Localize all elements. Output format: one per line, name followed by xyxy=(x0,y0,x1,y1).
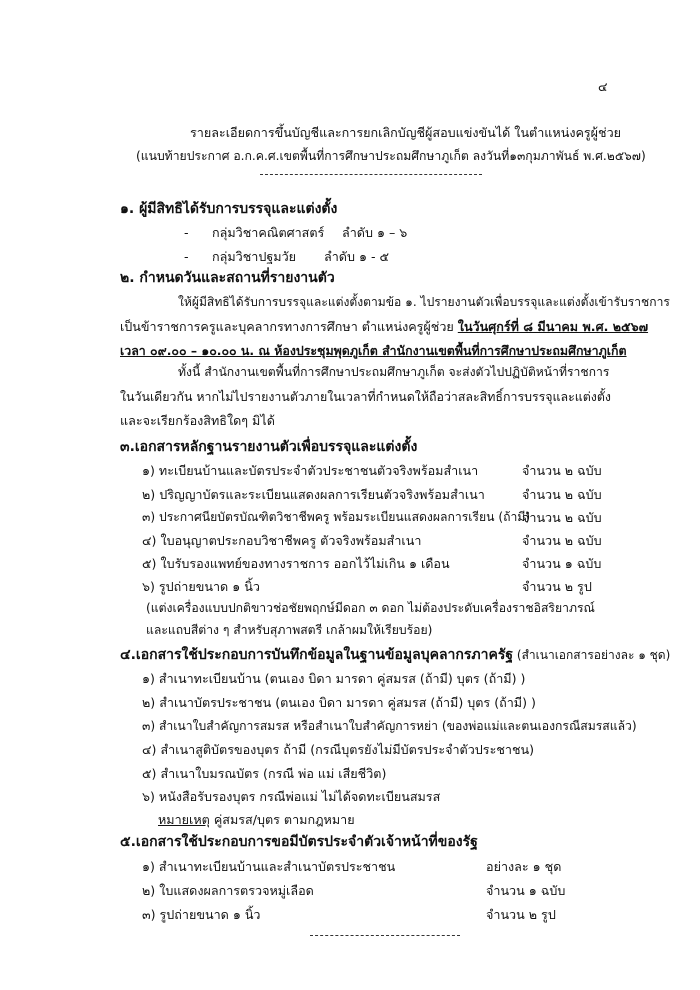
section3-note: และแถบสีต่าง ๆ สำหรับสุภาพสตรี เกล้าผมให้เรียบร้อย) xyxy=(146,623,433,637)
section5-item: ๒) ใบแสดงผลการตรวจหมู่เลือด xyxy=(142,883,314,898)
section5-item: ๑) สำเนาทะเบียนบ้านและสำเนาบัตรประชาชน xyxy=(142,859,396,874)
report-date: ในวันศุกร์ที่ ๘ มีนาคม พ.ศ. ๒๕๖๗ xyxy=(457,319,649,334)
section2-heading: ๒. กำหนดวันและสถานที่รายงานตัว xyxy=(120,270,335,286)
section2-paragraph-line: ให้ผู้มีสิทธิได้รับการบรรจุและแต่งตั้งตามข้อ ๑. ไปรายงานตัวเพื่อบรรจุและแต่งตั้งเข้ารับราชการ xyxy=(178,295,670,309)
section4-item: ๖) หนังสือรับรองบุตร กรณีพ่อแม่ ไม่ได้จดทะเบียนสมรส xyxy=(142,789,441,804)
section3-note: (แต่งเครื่องแบบปกติขาวช่อชัยพฤกษ์มีดอก ๓ ดอก ไม่ต้องประดับเครื่องราชอิสริยาภรณ์ xyxy=(146,601,595,615)
section4-heading-title: ๔.เอกสารใช้ประกอบการบันทึกข้อมูลในฐานข้อมูลบุคลากรภาครัฐ xyxy=(120,647,514,663)
section3-item: ๓) ประกาศนียบัตรบัณฑิตวิชาชีพครู พร้อมระเบียนแสดงผลการเรียน (ถ้ามี) xyxy=(142,510,531,524)
section4-item: ๕) สำเนาใบมรณบัตร (กรณี พ่อ แม่ เสียชีวิต) xyxy=(142,766,387,781)
section1-item-subject: กลุ่มวิชาคณิตศาสตร์ xyxy=(212,225,325,240)
section1-item-subject: กลุ่มวิชาปฐมวัย xyxy=(212,249,297,264)
section3-item-qty: จำนวน ๒ ฉบับ xyxy=(522,487,602,502)
section3-item-qty: จำนวน ๒ ฉบับ xyxy=(522,533,602,548)
section1-item-order: ลำดับ ๑ – ๖ xyxy=(342,225,408,240)
section5-item-qty: จำนวน ๒ รูป xyxy=(486,907,556,922)
section2-paragraph-line: ในวันเดียวกัน หากไม่ไปรายงานตัวภายในเวลาที่กำหนดให้ถือว่าสละสิทธิ์การบรรจุและแต่งตั้ง xyxy=(120,389,611,404)
section2-paragraph-line: ทั้งนี้ สำนักงานเขตพื้นที่การศึกษาประถมศึกษาภูเก็ต จะส่งตัวไปปฏิบัติหน้าที่ราชการ xyxy=(178,365,610,379)
section1-heading: ๑. ผู้มีสิทธิได้รับการบรรจุและแต่งตั้ง xyxy=(120,201,338,217)
section5-item-qty: อย่างละ ๑ ชุด xyxy=(486,859,562,874)
section3-item-qty: จำนวน ๒ ฉบับ xyxy=(522,463,602,478)
section4-heading-suffix: (สำเนาเอกสารอย่างละ ๑ ชุด) xyxy=(513,648,671,662)
section4-item: ๓) สำเนาใบสำคัญการสมรส หรือสำเนาใบสำคัญการหย่า (ของพ่อแม่และตนเองกรณีสมรสแล้ว) xyxy=(142,719,637,733)
remark-text: คู่สมรส/บุตร ตามกฎหมาย xyxy=(209,812,355,827)
page-number: ๔ xyxy=(598,79,608,94)
footer-divider xyxy=(310,935,460,936)
section1-item-order: ลำดับ ๑ - ๕ xyxy=(324,249,390,264)
section4-heading xyxy=(120,646,670,664)
section1-item-dash: - xyxy=(184,225,189,240)
section2-paragraph-line: และจะเรียกร้องสิทธิใดๆ มิได้ xyxy=(120,413,275,428)
section2-text: เป็นข้าราชการครูและบุคลากรทางการศึกษา ตำแหน่งครูผู้ช่วย xyxy=(120,319,458,334)
document-subtitle: (แนบท้ายประกาศ อ.ก.ค.ศ.เขตพื้นที่การศึกษาประถมศึกษาภูเก็ต ลงวันที่๑๓กุมภาพันธ์ พ.ศ.๒๕๖๗) xyxy=(136,149,646,163)
section3-item: ๕) ใบรับรองแพทย์ของทางราชการ ออกไว้ไม่เกิน ๑ เดือน xyxy=(142,556,450,571)
section5-item: ๓) รูปถ่ายขนาด ๑ นิ้ว xyxy=(142,907,261,922)
section3-item-qty: จำนวน ๑ ฉบับ xyxy=(522,556,602,571)
section3-item-qty: จำนวน ๒ ฉบับ xyxy=(522,510,602,525)
section3-item: ๖) รูปถ่ายขนาด ๑ นิ้ว xyxy=(142,579,260,594)
section5-item-qty: จำนวน ๑ ฉบับ xyxy=(486,883,566,898)
remark-label: หมายเหตุ xyxy=(158,812,210,827)
section3-heading: ๓.เอกสารหลักฐานรายงานตัวเพื่อบรรจุและแต่งตั้ง xyxy=(120,439,418,455)
section1-item-dash: - xyxy=(184,249,189,264)
section5-heading: ๕.เอกสารใช้ประกอบการขอมีบัตรประจำตัวเจ้าหน้าที่ของรัฐ xyxy=(120,834,478,850)
document-title: รายละเอียดการขึ้นบัญชีและการยกเลิกบัญชีผู้สอบแข่งขันได้ ในตำแหน่งครูผู้ช่วย xyxy=(190,125,622,140)
section3-item: ๑) ทะเบียนบ้านและบัตรประจำตัวประชาชนตัวจริงพร้อมสำเนา xyxy=(142,463,479,478)
header-divider xyxy=(260,174,482,175)
section4-remark xyxy=(158,811,355,828)
section4-item: ๔) สำเนาสูติบัตรของบุตร ถ้ามี (กรณีบุตรยังไม่มีบัตรประจำตัวประชาชน) xyxy=(142,742,535,757)
section2-paragraph-line xyxy=(120,318,648,335)
section3-item-qty: จำนวน ๒ รูป xyxy=(522,579,592,594)
report-time-place: เวลา ๐๙.๐๐ – ๑๐.๐๐ น. ณ ห้องประชุมพุดภูเก็ต สำนักงานเขตพื้นที่การศึกษาประถมศึกษาภูเก็ต xyxy=(120,343,627,358)
section3-item: ๒) ปริญญาบัตรและระเบียนแสดงผลการเรียนตัวจริงพร้อมสำเนา xyxy=(142,487,485,502)
section4-item: ๒) สำเนาบัตรประชาชน (ตนเอง บิดา มารดา คู่สมรส (ถ้ามี) บุตร (ถ้ามี) ) xyxy=(142,695,536,710)
section4-item: ๑) สำเนาทะเบียนบ้าน (ตนเอง บิดา มารดา คู่สมรส (ถ้ามี) บุตร (ถ้ามี) ) xyxy=(142,671,526,686)
section3-item: ๔) ใบอนุญาตประกอบวิชาชีพครู ตัวจริงพร้อมสำเนา xyxy=(142,533,422,548)
